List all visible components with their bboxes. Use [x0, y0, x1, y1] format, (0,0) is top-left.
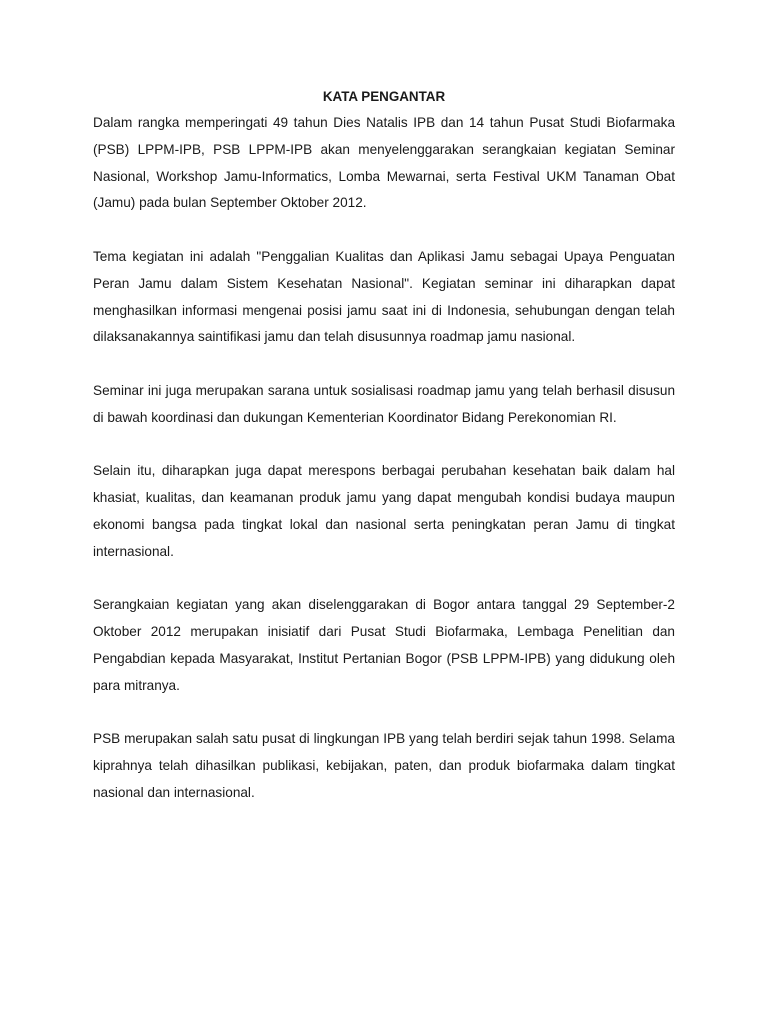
paragraph-2: Tema kegiatan ini adalah "Penggalian Kualitas dan Aplikasi Jamu sebagai Upaya Penguatan Peran Jamu dalam Sistem Kesehatan Nasional". Kegiatan seminar ini diharapkan dapat menghasilkan informasi mengenai posisi jamu saat ini di Indonesia, sehubungan dengan telah dilaksanakannya saintifikasi jamu dan telah disusunnya roadmap jamu nasional.	[93, 248, 675, 345]
paragraph-6: PSB merupakan salah satu pusat di lingkungan IPB yang telah berdiri sejak tahun 1998. Selama kiprahnya telah dihasilkan publikasi, kebijakan, paten, dan produk biofarmaka dalam tingkat nasional dan internasional.	[93, 731, 675, 800]
paragraph-1: Dalam rangka memperingati 49 tahun Dies Natalis IPB dan 14 tahun Pusat Studi Biofarmaka (PSB) LPPM-IPB, PSB LPPM-IPB akan menyelenggarakan serangkaian kegiatan Seminar Nasional, Workshop Jamu-Informatics, Lomba Mewarnai, serta Festival UKM Tanaman Obat (Jamu) pada bulan September Oktober 2012.	[93, 115, 675, 211]
paragraph-3: Seminar ini juga merupakan sarana untuk sosialisasi roadmap jamu yang telah berhasil disusun di bawah koordinasi dan dukungan Kementerian Koordinator Bidang Perekonomian RI.	[93, 382, 675, 425]
document-body	[93, 84, 675, 834]
paragraph-5: Serangkaian kegiatan yang akan diselenggarakan di Bogor antara tanggal 29 September-2 Oktober 2012 merupakan inisiatif dari Pusat Studi Biofarmaka, Lembaga Penelitian dan Pengabdian kepada Masyarakat, Institut Pertanian Bogor (PSB LPPM-IPB) yang didukung oleh para mitranya.	[93, 597, 675, 693]
document-title: KATA PENGANTAR	[322, 89, 446, 104]
paragraph-4: Selain itu, diharapkan juga dapat merespons berbagai perubahan kesehatan baik dalam hal khasiat, kualitas, dan keamanan produk jamu yang dapat mengubah kondisi budaya maupun ekonomi bangsa pada tingkat lokal dan nasional serta peningkatan peran Jamu di tingkat internasional.	[93, 463, 675, 559]
